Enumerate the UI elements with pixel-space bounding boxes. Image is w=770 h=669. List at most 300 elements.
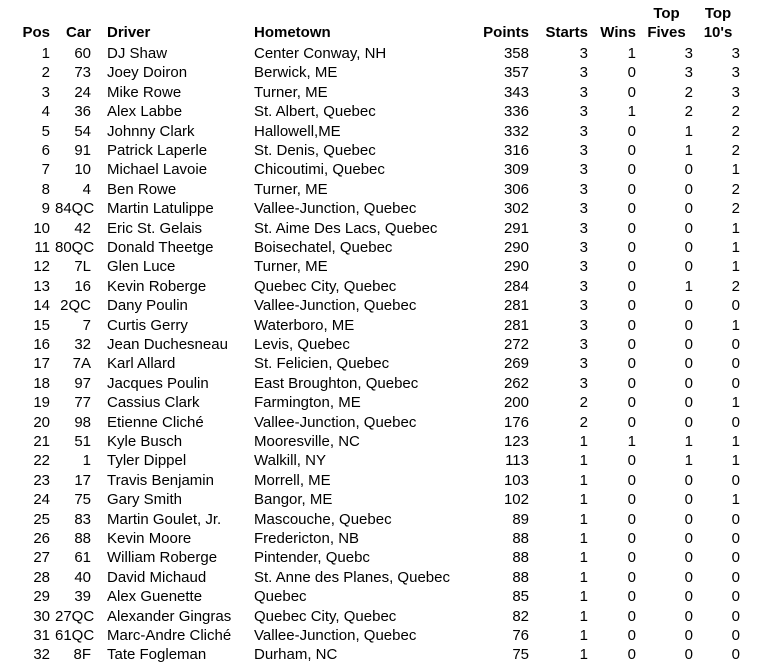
cell-car: 27QC — [55, 607, 95, 625]
cell-points: 332 — [503, 122, 529, 140]
cell-starts: 2 — [579, 394, 588, 412]
cell-pos: 26 — [33, 530, 50, 547]
cell-hometown: Quebec City, Quebec — [254, 607, 397, 625]
header-top-fives-line1: Top — [653, 5, 680, 22]
cell-pos: 11 — [34, 239, 50, 256]
cell-car: 88 — [74, 530, 91, 547]
cell-starts: 3 — [579, 277, 588, 295]
cell-points: 302 — [503, 200, 529, 218]
cell-points: 123 — [503, 433, 529, 450]
cell-top-tens: 0 — [731, 627, 740, 644]
cell-top-tens: 0 — [731, 549, 740, 567]
cell-car: 51 — [74, 433, 91, 450]
table-row — [0, 374, 770, 393]
cell-car: 91 — [74, 142, 91, 159]
cell-top-fives: 0 — [684, 394, 693, 412]
cell-top-tens: 0 — [731, 297, 740, 315]
cell-starts: 1 — [579, 549, 588, 567]
cell-pos: 15 — [33, 316, 50, 334]
cell-car: 39 — [74, 588, 91, 606]
cell-pos: 8 — [41, 180, 50, 198]
header-top-tens — [696, 4, 740, 42]
cell-top-fives: 0 — [684, 297, 693, 315]
cell-pos: 14 — [33, 297, 50, 315]
cell-car: 54 — [74, 122, 91, 140]
cell-driver: Eric St. Gelais — [107, 219, 203, 237]
cell-starts: 3 — [579, 122, 588, 140]
cell-pos: 3 — [41, 83, 50, 101]
table-row — [0, 44, 770, 63]
cell-top-tens: 1 — [731, 452, 740, 470]
cell-pos: 22 — [33, 452, 50, 470]
cell-car: 4 — [82, 180, 91, 198]
cell-top-fives: 1 — [684, 433, 693, 450]
cell-hometown: Mooresville, NC — [254, 433, 360, 450]
cell-top-fives: 0 — [684, 219, 693, 237]
cell-top-tens: 3 — [731, 45, 740, 62]
cell-pos: 24 — [33, 491, 50, 509]
cell-points: 316 — [503, 142, 529, 159]
cell-top-tens: 2 — [731, 103, 740, 121]
cell-pos: 2 — [41, 64, 50, 82]
table-row — [0, 510, 770, 529]
cell-driver: Alexander Gingras — [107, 607, 232, 625]
cell-wins: 0 — [627, 452, 636, 470]
table-row — [0, 471, 770, 490]
cell-pos: 25 — [33, 510, 50, 528]
cell-wins: 0 — [627, 549, 636, 567]
cell-top-fives: 0 — [684, 549, 693, 567]
cell-driver: Travis Benjamin — [107, 471, 214, 489]
table-row — [0, 277, 770, 296]
cell-top-fives: 2 — [684, 103, 693, 121]
cell-top-fives: 1 — [684, 142, 693, 159]
cell-driver: Jean Duchesneau — [107, 336, 228, 353]
cell-driver: David Michaud — [107, 568, 207, 586]
cell-driver: Karl Allard — [107, 355, 176, 373]
cell-top-tens: 2 — [731, 180, 740, 198]
cell-points: 343 — [503, 83, 529, 101]
header-top-tens-line1: Top — [704, 5, 732, 22]
cell-hometown: Chicoutimi, Quebec — [254, 161, 385, 179]
cell-hometown: Mascouche, Quebec — [254, 510, 392, 528]
cell-top-tens: 0 — [731, 510, 740, 528]
cell-wins: 0 — [627, 219, 636, 237]
cell-hometown: Turner, ME — [254, 258, 328, 276]
cell-points: 75 — [512, 646, 529, 664]
cell-top-fives: 0 — [684, 336, 693, 353]
cell-top-tens: 2 — [731, 277, 740, 295]
cell-top-fives: 0 — [684, 530, 693, 547]
cell-hometown: Quebec City, Quebec — [254, 277, 397, 295]
cell-pos: 7 — [41, 161, 50, 179]
cell-car: 84QC — [55, 200, 95, 218]
cell-car: 61 — [74, 549, 91, 567]
cell-hometown: Farmington, ME — [254, 394, 361, 412]
table-row — [0, 451, 770, 470]
cell-driver: Tyler Dippel — [107, 452, 187, 470]
cell-points: 290 — [503, 239, 529, 256]
header-top-fives — [640, 4, 693, 42]
header-top-tens-line2: 10's — [703, 24, 733, 41]
cell-points: 269 — [503, 355, 529, 373]
cell-driver: Joey Doiron — [107, 64, 188, 82]
cell-starts: 3 — [579, 258, 588, 276]
cell-pos: 30 — [33, 607, 50, 625]
cell-starts: 3 — [579, 45, 588, 62]
cell-wins: 0 — [627, 316, 636, 334]
cell-hometown: Center Conway, NH — [254, 45, 387, 62]
cell-pos: 17 — [33, 355, 50, 373]
cell-car: 32 — [74, 336, 91, 353]
cell-hometown: Vallee-Junction, Quebec — [254, 297, 417, 315]
cell-starts: 1 — [579, 491, 588, 509]
cell-car: 7 — [82, 316, 91, 334]
cell-driver: Etienne Cliché — [107, 413, 204, 431]
cell-wins: 1 — [627, 433, 636, 450]
cell-starts: 3 — [579, 103, 588, 121]
cell-top-fives: 1 — [684, 122, 693, 140]
cell-wins: 0 — [627, 491, 636, 509]
table-row — [0, 296, 770, 315]
cell-wins: 1 — [627, 45, 636, 62]
header-hometown: Hometown — [254, 24, 331, 41]
cell-car: 1 — [82, 452, 91, 470]
cell-driver: Donald Theetge — [107, 239, 214, 256]
table-row — [0, 548, 770, 567]
cell-wins: 0 — [627, 510, 636, 528]
cell-hometown: Vallee-Junction, Quebec — [254, 200, 417, 218]
cell-car: 75 — [74, 491, 91, 509]
cell-starts: 3 — [579, 180, 588, 198]
cell-top-tens: 0 — [731, 355, 740, 373]
cell-top-tens: 0 — [731, 646, 740, 664]
header-car: Car — [65, 24, 91, 41]
cell-car: 2QC — [60, 297, 91, 315]
cell-points: 291 — [503, 219, 529, 237]
table-row — [0, 122, 770, 141]
cell-pos: 18 — [33, 374, 50, 392]
cell-hometown: Morrell, ME — [254, 471, 331, 489]
cell-car: 8F — [73, 646, 91, 664]
cell-starts: 1 — [579, 607, 588, 625]
table-row — [0, 607, 770, 626]
cell-top-tens: 1 — [731, 316, 740, 334]
table-row — [0, 568, 770, 587]
cell-wins: 0 — [627, 413, 636, 431]
cell-driver: Michael Lavoie — [107, 161, 208, 179]
cell-driver: Kevin Roberge — [107, 277, 207, 295]
table-row — [0, 316, 770, 335]
cell-top-fives: 0 — [684, 200, 693, 218]
cell-points: 88 — [512, 530, 529, 547]
cell-wins: 0 — [627, 646, 636, 664]
cell-starts: 3 — [579, 200, 588, 218]
table-row — [0, 63, 770, 82]
cell-driver: Patrick Laperle — [107, 142, 208, 159]
cell-starts: 1 — [579, 452, 588, 470]
cell-top-fives: 0 — [684, 646, 693, 664]
cell-driver: Jacques Poulin — [107, 374, 209, 392]
cell-points: 85 — [512, 588, 529, 606]
cell-pos: 27 — [33, 549, 50, 567]
cell-driver: Alex Labbe — [107, 103, 183, 121]
cell-top-fives: 0 — [684, 180, 693, 198]
cell-top-tens: 3 — [731, 83, 740, 101]
cell-pos: 28 — [33, 568, 50, 586]
cell-starts: 3 — [579, 219, 588, 237]
cell-hometown: Bangor, ME — [254, 491, 333, 509]
cell-hometown: Berwick, ME — [254, 64, 338, 82]
cell-hometown: St. Albert, Quebec — [254, 103, 376, 121]
table-row — [0, 257, 770, 276]
cell-top-tens: 1 — [731, 258, 740, 276]
cell-car: 77 — [74, 394, 91, 412]
cell-top-fives: 0 — [684, 355, 693, 373]
cell-hometown: Turner, ME — [254, 180, 328, 198]
table-row — [0, 587, 770, 606]
cell-top-tens: 2 — [731, 200, 740, 218]
cell-starts: 3 — [579, 374, 588, 392]
cell-hometown: East Broughton, Quebec — [254, 374, 419, 392]
header-points: Points — [483, 24, 529, 41]
cell-top-fives: 0 — [684, 239, 693, 256]
cell-top-tens: 0 — [731, 471, 740, 489]
cell-wins: 0 — [627, 180, 636, 198]
table-row — [0, 180, 770, 199]
cell-points: 306 — [503, 180, 529, 198]
cell-pos: 23 — [33, 471, 50, 489]
cell-driver: Kevin Moore — [107, 530, 192, 547]
header-pos: Pos — [22, 24, 50, 41]
cell-driver: Tate Fogleman — [107, 646, 207, 664]
cell-hometown: Pintender, Quebc — [254, 549, 370, 567]
cell-wins: 0 — [627, 277, 636, 295]
cell-driver: Martin Goulet, Jr. — [107, 510, 222, 528]
cell-wins: 0 — [627, 239, 636, 256]
cell-starts: 1 — [579, 588, 588, 606]
cell-hometown: Fredericton, NB — [254, 530, 360, 547]
cell-pos: 20 — [33, 413, 50, 431]
cell-points: 284 — [503, 277, 529, 295]
cell-starts: 3 — [579, 142, 588, 159]
cell-pos: 5 — [41, 122, 50, 140]
cell-top-tens: 1 — [731, 161, 740, 179]
cell-wins: 0 — [627, 374, 636, 392]
cell-top-tens: 0 — [731, 336, 740, 353]
cell-wins: 0 — [627, 355, 636, 373]
cell-top-tens: 1 — [731, 239, 740, 256]
cell-car: 60 — [74, 45, 91, 62]
cell-wins: 0 — [627, 142, 636, 159]
cell-hometown: Levis, Quebec — [254, 336, 350, 353]
cell-top-fives: 1 — [684, 277, 693, 295]
cell-wins: 0 — [627, 200, 636, 218]
cell-hometown: Durham, NC — [254, 646, 338, 664]
cell-wins: 0 — [627, 568, 636, 586]
cell-hometown: Quebec — [254, 588, 307, 606]
cell-car: 36 — [74, 103, 91, 121]
cell-starts: 3 — [579, 297, 588, 315]
cell-pos: 4 — [41, 103, 50, 121]
cell-car: 97 — [74, 374, 91, 392]
table-row — [0, 626, 770, 645]
cell-hometown: St. Denis, Quebec — [254, 142, 376, 159]
table-row — [0, 413, 770, 432]
cell-driver: Marc-Andre Cliché — [107, 627, 232, 644]
cell-top-tens: 0 — [731, 588, 740, 606]
cell-wins: 0 — [627, 627, 636, 644]
cell-wins: 1 — [627, 103, 636, 121]
cell-car: 16 — [74, 277, 91, 295]
cell-top-tens: 1 — [731, 394, 740, 412]
table-row — [0, 199, 770, 218]
cell-wins: 0 — [627, 297, 636, 315]
cell-car: 42 — [74, 219, 91, 237]
cell-starts: 2 — [579, 413, 588, 431]
cell-driver: Kyle Busch — [107, 433, 183, 450]
cell-wins: 0 — [627, 607, 636, 625]
cell-points: 113 — [505, 452, 529, 470]
cell-points: 281 — [503, 297, 529, 315]
cell-top-tens: 2 — [731, 122, 740, 140]
cell-top-tens: 0 — [731, 413, 740, 431]
cell-car: 17 — [74, 471, 91, 489]
table-row — [0, 645, 770, 664]
cell-top-tens: 2 — [731, 142, 740, 159]
cell-hometown: Vallee-Junction, Quebec — [254, 627, 417, 644]
cell-top-tens: 0 — [731, 530, 740, 547]
cell-starts: 1 — [579, 568, 588, 586]
cell-top-tens: 1 — [731, 433, 740, 450]
cell-top-fives: 3 — [684, 45, 693, 62]
cell-car: 80QC — [55, 239, 95, 256]
cell-wins: 0 — [627, 258, 636, 276]
cell-points: 103 — [503, 471, 529, 489]
cell-starts: 1 — [579, 433, 588, 450]
table-row — [0, 393, 770, 412]
cell-top-fives: 0 — [684, 607, 693, 625]
cell-hometown: Turner, ME — [254, 83, 328, 101]
cell-pos: 12 — [33, 258, 50, 276]
cell-car: 73 — [74, 64, 91, 82]
cell-top-tens: 0 — [731, 607, 740, 625]
cell-points: 88 — [512, 568, 529, 586]
cell-top-fives: 0 — [684, 316, 693, 334]
header-row — [0, 2, 770, 42]
cell-points: 102 — [503, 491, 529, 509]
cell-top-fives: 0 — [684, 374, 693, 392]
cell-points: 358 — [503, 45, 529, 62]
table-row — [0, 219, 770, 238]
cell-driver: Mike Rowe — [107, 83, 182, 101]
cell-hometown: St. Aime Des Lacs, Quebec — [254, 219, 438, 237]
cell-hometown: Waterboro, ME — [254, 316, 355, 334]
cell-driver: Glen Luce — [107, 258, 176, 276]
cell-points: 336 — [503, 103, 529, 121]
cell-wins: 0 — [627, 588, 636, 606]
cell-top-tens: 1 — [731, 219, 740, 237]
cell-car: 98 — [74, 413, 91, 431]
cell-car: 7L — [74, 258, 91, 276]
header-top-fives-line2: Fives — [647, 24, 686, 41]
cell-car: 61QC — [55, 627, 95, 644]
cell-points: 176 — [503, 413, 529, 431]
cell-points: 309 — [503, 161, 529, 179]
cell-car: 83 — [74, 510, 91, 528]
cell-wins: 0 — [627, 64, 636, 82]
cell-wins: 0 — [627, 394, 636, 412]
cell-top-fives: 0 — [684, 161, 693, 179]
cell-hometown: Vallee-Junction, Quebec — [254, 413, 417, 431]
table-row — [0, 432, 770, 451]
cell-pos: 6 — [41, 142, 50, 159]
header-starts: Starts — [545, 24, 588, 41]
cell-points: 82 — [512, 607, 529, 625]
cell-car: 7A — [72, 355, 91, 373]
cell-top-fives: 2 — [684, 83, 693, 101]
cell-pos: 21 — [33, 433, 50, 450]
table-row — [0, 529, 770, 548]
cell-starts: 3 — [579, 316, 588, 334]
cell-pos: 1 — [41, 45, 50, 62]
cell-wins: 0 — [627, 122, 636, 140]
table-row — [0, 335, 770, 354]
cell-driver: Alex Guenette — [107, 588, 203, 606]
cell-pos: 16 — [33, 336, 50, 353]
cell-hometown: St. Anne des Planes, Quebec — [254, 568, 450, 586]
header-wins: Wins — [600, 24, 636, 41]
cell-top-fives: 0 — [684, 258, 693, 276]
cell-driver: Curtis Gerry — [107, 316, 188, 334]
cell-starts: 3 — [579, 355, 588, 373]
cell-pos: 32 — [33, 646, 50, 664]
cell-wins: 0 — [627, 471, 636, 489]
cell-starts: 1 — [579, 471, 588, 489]
table-row — [0, 490, 770, 509]
table-row — [0, 83, 770, 102]
cell-top-fives: 1 — [684, 452, 693, 470]
cell-starts: 1 — [579, 627, 588, 644]
cell-points: 262 — [503, 374, 529, 392]
cell-top-tens: 1 — [731, 491, 740, 509]
cell-points: 89 — [512, 510, 529, 528]
cell-top-tens: 0 — [731, 374, 740, 392]
cell-top-fives: 0 — [684, 627, 693, 644]
cell-car: 10 — [74, 161, 91, 179]
table-row — [0, 160, 770, 179]
cell-driver: DJ Shaw — [107, 45, 168, 62]
cell-driver: Johnny Clark — [107, 122, 195, 140]
cell-pos: 9 — [41, 200, 50, 218]
cell-pos: 19 — [33, 394, 50, 412]
cell-driver: William Roberge — [107, 549, 218, 567]
cell-top-tens: 3 — [731, 64, 740, 82]
cell-pos: 13 — [33, 277, 50, 295]
cell-top-fives: 3 — [684, 64, 693, 82]
cell-top-fives: 0 — [684, 471, 693, 489]
cell-driver: Cassius Clark — [107, 394, 200, 412]
cell-starts: 1 — [579, 510, 588, 528]
cell-top-fives: 0 — [684, 588, 693, 606]
cell-points: 200 — [503, 394, 529, 412]
cell-points: 281 — [503, 316, 529, 334]
cell-driver: Ben Rowe — [107, 180, 177, 198]
cell-top-fives: 0 — [684, 413, 693, 431]
cell-starts: 3 — [579, 64, 588, 82]
cell-pos: 31 — [33, 627, 50, 644]
cell-starts: 3 — [579, 161, 588, 179]
